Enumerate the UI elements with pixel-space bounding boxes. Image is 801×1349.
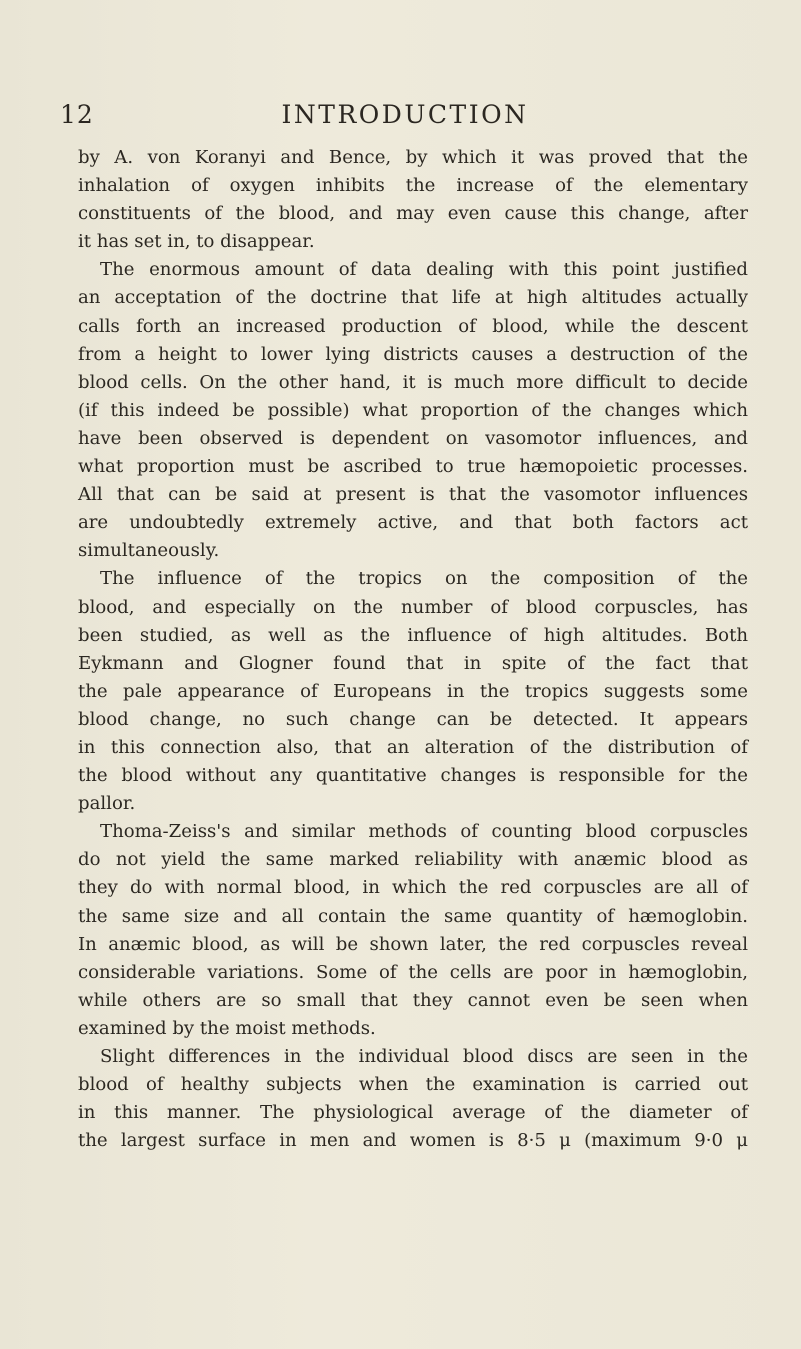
text-line: the largest surface in men and women is 8·5 μ (maximum 9·0 μ	[78, 1130, 748, 1152]
text-line: the blood without any quantitative changes is responsible for the	[78, 765, 748, 787]
running-head	[60, 100, 750, 140]
text-line: simultaneously.	[78, 540, 220, 562]
text-line: In anæmic blood, as will be shown later, the red corpuscles reveal	[78, 933, 748, 955]
text-line: blood cells. On the other hand, it is much more difficult to decide	[78, 371, 748, 393]
text-line: an acceptation of the doctrine that life at high altitudes actually	[78, 287, 748, 309]
body-text	[78, 144, 748, 1155]
text-line: been studied, as well as the influence of high altitudes. Both	[78, 624, 748, 646]
text-line: (if this indeed be possible) what proportion of the changes which	[78, 399, 748, 421]
paragraph-5	[78, 1043, 748, 1155]
text-line: All that can be said at present is that the vasomotor influences	[78, 484, 748, 506]
text-line: inhalation of oxygen inhibits the increase of the elementary	[78, 175, 748, 197]
text-line: pallor.	[78, 793, 136, 815]
text-line: blood, and especially on the number of blood corpuscles, has	[78, 596, 748, 618]
text-line: Eykmann and Glogner found that in spite of the fact that	[78, 652, 748, 674]
text-line: by A. von Koranyi and Bence, by which it was proved that the	[78, 147, 748, 168]
text-line: what proportion must be ascribed to true hæmopoietic processes.	[78, 456, 748, 478]
page-title: INTRODUCTION	[281, 100, 529, 129]
paragraph-1	[78, 144, 748, 256]
text-line: in this connection also, that an alteration of the distribution of	[78, 736, 748, 758]
text-line: The enormous amount of data dealing with this point justified	[100, 259, 748, 281]
paragraph-4	[78, 818, 748, 1043]
text-line: Thoma-Zeiss's and similar methods of counting blood corpuscles	[100, 821, 748, 843]
text-line: The influence of the tropics on the composition of the	[100, 568, 748, 590]
text-line: the same size and all contain the same quantity of hæmoglobin.	[78, 905, 748, 927]
text-line: are undoubtedly extremely active, and that both factors act	[78, 512, 748, 534]
text-line: they do with normal blood, in which the red corpuscles are all of	[78, 877, 748, 899]
text-line: examined by the moist methods.	[78, 1017, 376, 1039]
text-line: considerable variations. Some of the cells are poor in hæmoglobin,	[78, 961, 748, 983]
paragraph-2	[78, 256, 748, 565]
text-line: it has set in, to disappear.	[78, 231, 315, 253]
text-line: do not yield the same marked reliability with anæmic blood as	[78, 849, 748, 871]
text-line: blood of healthy subjects when the examination is carried out	[78, 1074, 748, 1096]
page-number: 12	[60, 100, 94, 129]
text-line: blood change, no such change can be detected. It appears	[78, 708, 748, 730]
text-line: in this manner. The physiological average of the diameter of	[78, 1102, 748, 1124]
text-line: calls forth an increased production of blood, while the descent	[78, 315, 748, 337]
paragraph-3	[78, 565, 748, 818]
text-line: the pale appearance of Europeans in the tropics suggests some	[78, 680, 748, 702]
text-line: constituents of the blood, and may even cause this change, after	[78, 203, 748, 225]
text-line: have been observed is dependent on vasomotor influences, and	[78, 427, 748, 449]
text-line: from a height to lower lying districts causes a destruction of the	[78, 343, 748, 365]
text-line: Slight differences in the individual blood discs are seen in the	[100, 1046, 748, 1067]
text-line: while others are so small that they cannot even be seen when	[78, 989, 748, 1011]
